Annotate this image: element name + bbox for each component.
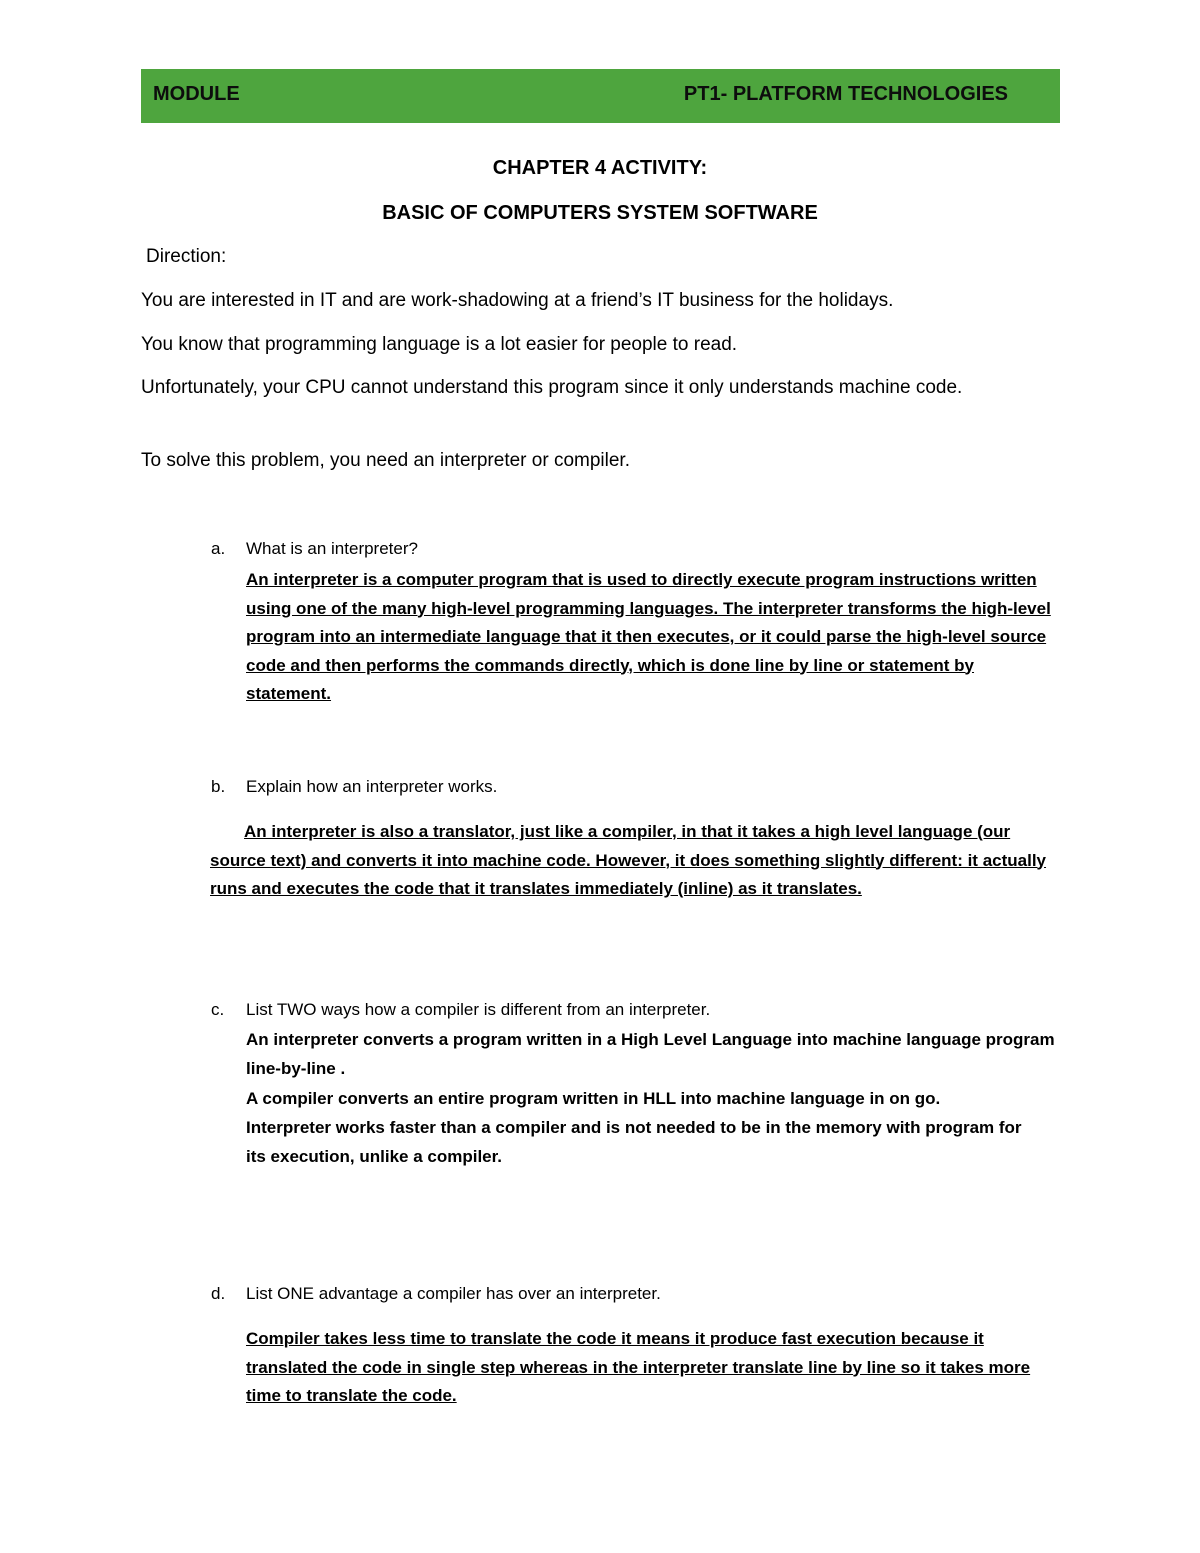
intro-paragraph-4: To solve this problem, you need an interpreter or compiler. bbox=[141, 450, 630, 471]
question-b bbox=[211, 773, 498, 801]
question-c bbox=[211, 996, 711, 1024]
answer-a: An interpreter is a computer program that is used to directly execute program instructions written using one of the many high-level programming languages. The interpreter transforms the high-level program into an intermediate language that it then executes, or it could parse the high-level source code and then performs the commands directly, which is done line by line or statement by statement. bbox=[246, 570, 1051, 703]
answer-c-3: Interpreter works faster than a compiler and is not needed to be in the memory with program for its execution, unlike a compiler. bbox=[246, 1118, 1022, 1166]
question-text: Explain how an interpreter works. bbox=[246, 777, 498, 796]
question-marker: d. bbox=[211, 1284, 226, 1303]
course-title: PT1- PLATFORM TECHNOLOGIES bbox=[683, 83, 1008, 105]
chapter-subtitle: BASIC OF COMPUTERS SYSTEM SOFTWARE bbox=[382, 202, 818, 224]
question-marker: a. bbox=[211, 539, 226, 558]
question-text: List TWO ways how a compiler is different from an interpreter. bbox=[246, 1000, 711, 1019]
answer-d: Compiler takes less time to translate the code it means it produce fast execution because it translated the code in single step whereas in the interpreter translate line by line so it takes more time to translate the code. bbox=[246, 1329, 1031, 1405]
answer-c-2: A compiler converts an entire program written in HLL into machine language in on go. bbox=[246, 1089, 941, 1108]
module-label: MODULE bbox=[153, 83, 240, 105]
answer-b: An interpreter is also a translator, just like a compiler, in that it takes a high level language (our source text) and converts it into machine code. However, it does something slightly different: it actually runs and executes the code that it translates immediately (inline) as it translates. bbox=[210, 822, 1047, 898]
chapter-title: CHAPTER 4 ACTIVITY: bbox=[492, 157, 708, 179]
module-header-banner bbox=[141, 69, 1060, 123]
answer-c-1: An interpreter converts a program written in a High Level Language into machine language program line-by-line . bbox=[246, 1030, 1055, 1078]
direction-label: Direction: bbox=[146, 246, 227, 267]
question-text: List ONE advantage a compiler has over an interpreter. bbox=[246, 1284, 661, 1303]
intro-paragraph-2: You know that programming language is a lot easier for people to read. bbox=[141, 334, 738, 355]
question-a bbox=[211, 535, 418, 563]
question-text: What is an interpreter? bbox=[246, 539, 418, 558]
question-d bbox=[211, 1280, 661, 1308]
intro-paragraph-3: Unfortunately, your CPU cannot understand this program since it only understands machine code. bbox=[141, 377, 963, 398]
intro-paragraph-1: You are interested in IT and are work-shadowing at a friend’s IT business for the holidays. bbox=[141, 290, 894, 311]
question-marker: b. bbox=[211, 777, 226, 796]
question-marker: c. bbox=[211, 1000, 225, 1019]
